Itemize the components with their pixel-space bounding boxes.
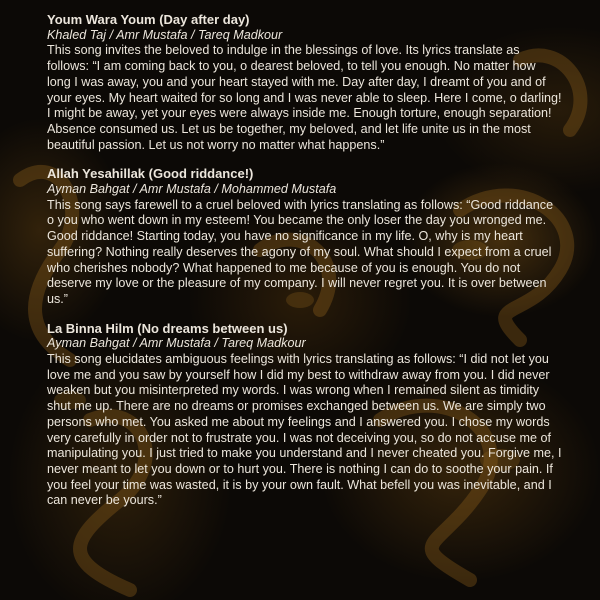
song-entry [47, 321, 562, 509]
song-credits: Khaled Taj / Amr Mustafa / Tareq Madkour [47, 27, 283, 42]
liner-notes [47, 12, 562, 522]
song-description: This song says farewell to a cruel beloved with lyrics translating as follows: “Good riddance o you who went down in my esteem! You became the only loser the day you wronged me. Good riddance! Starting today, you have no significance in my life. O, why is my heart suffering? Nothing really deserves the agony of my soul. What should I expect from a cruel who cherishes nobody? What happened to me because of you is enough. You do not deserve my love or the pleasure of my company. I will never regret you. It is over between us.” [47, 197, 554, 306]
song-credits: Ayman Bahgat / Amr Mustafa / Tareq Madkour [47, 336, 306, 351]
song-description: This song elucidates ambiguous feelings with lyrics translating as follows: “I did not let you love me and you saw by yourself how I did my best to withdraw away from you. I did never weaken but you misinterpreted my words. I was wrong when I remained silent as timidity shut me up. There are no dreams or promises exchanged between us. We are simply two persons who met. You asked me about my feelings and I answered you. I chose my words very carefully in order not to frustrate you. I was not deceiving you, so do not accuse me of manipulating you. I just tried to make you understand and I never cheated you. Forgive me, I never meant to let you down or to hurt you. There is nothing I can do to soothe your pain. If you feel your time was wasted, it is by your own fault. What befell you was inevitable, and I can never be yours.” [47, 352, 562, 508]
song-credits: Ayman Bahgat / Amr Mustafa / Mohammed Mustafa [47, 182, 337, 197]
song-title: La Binna Hilm (No dreams between us) [47, 320, 288, 336]
song-description: This song invites the beloved to indulge in the blessings of love. Its lyrics translate as follows: “I am coming back to you, o dearest beloved, to tell you enough. No matter how long I was away, you and your heart stayed with me. Day after day, I dreamt of you and of your eyes. My heart waited for so long and I was never able to sleep. Here I come, o darling! I might be away, yet your eyes were always inside me. Enough torture, enough separation! Absence consumed us. Let us be together, my beloved, and let life unite us in the most beautiful passion. Let us not worry no matter what happens.” [47, 43, 562, 152]
song-title: Youm Wara Youm (Day after day) [47, 12, 250, 27]
song-entry [47, 166, 562, 307]
song-entry [47, 12, 562, 153]
song-title: Allah Yesahillak (Good riddance!) [47, 166, 254, 182]
